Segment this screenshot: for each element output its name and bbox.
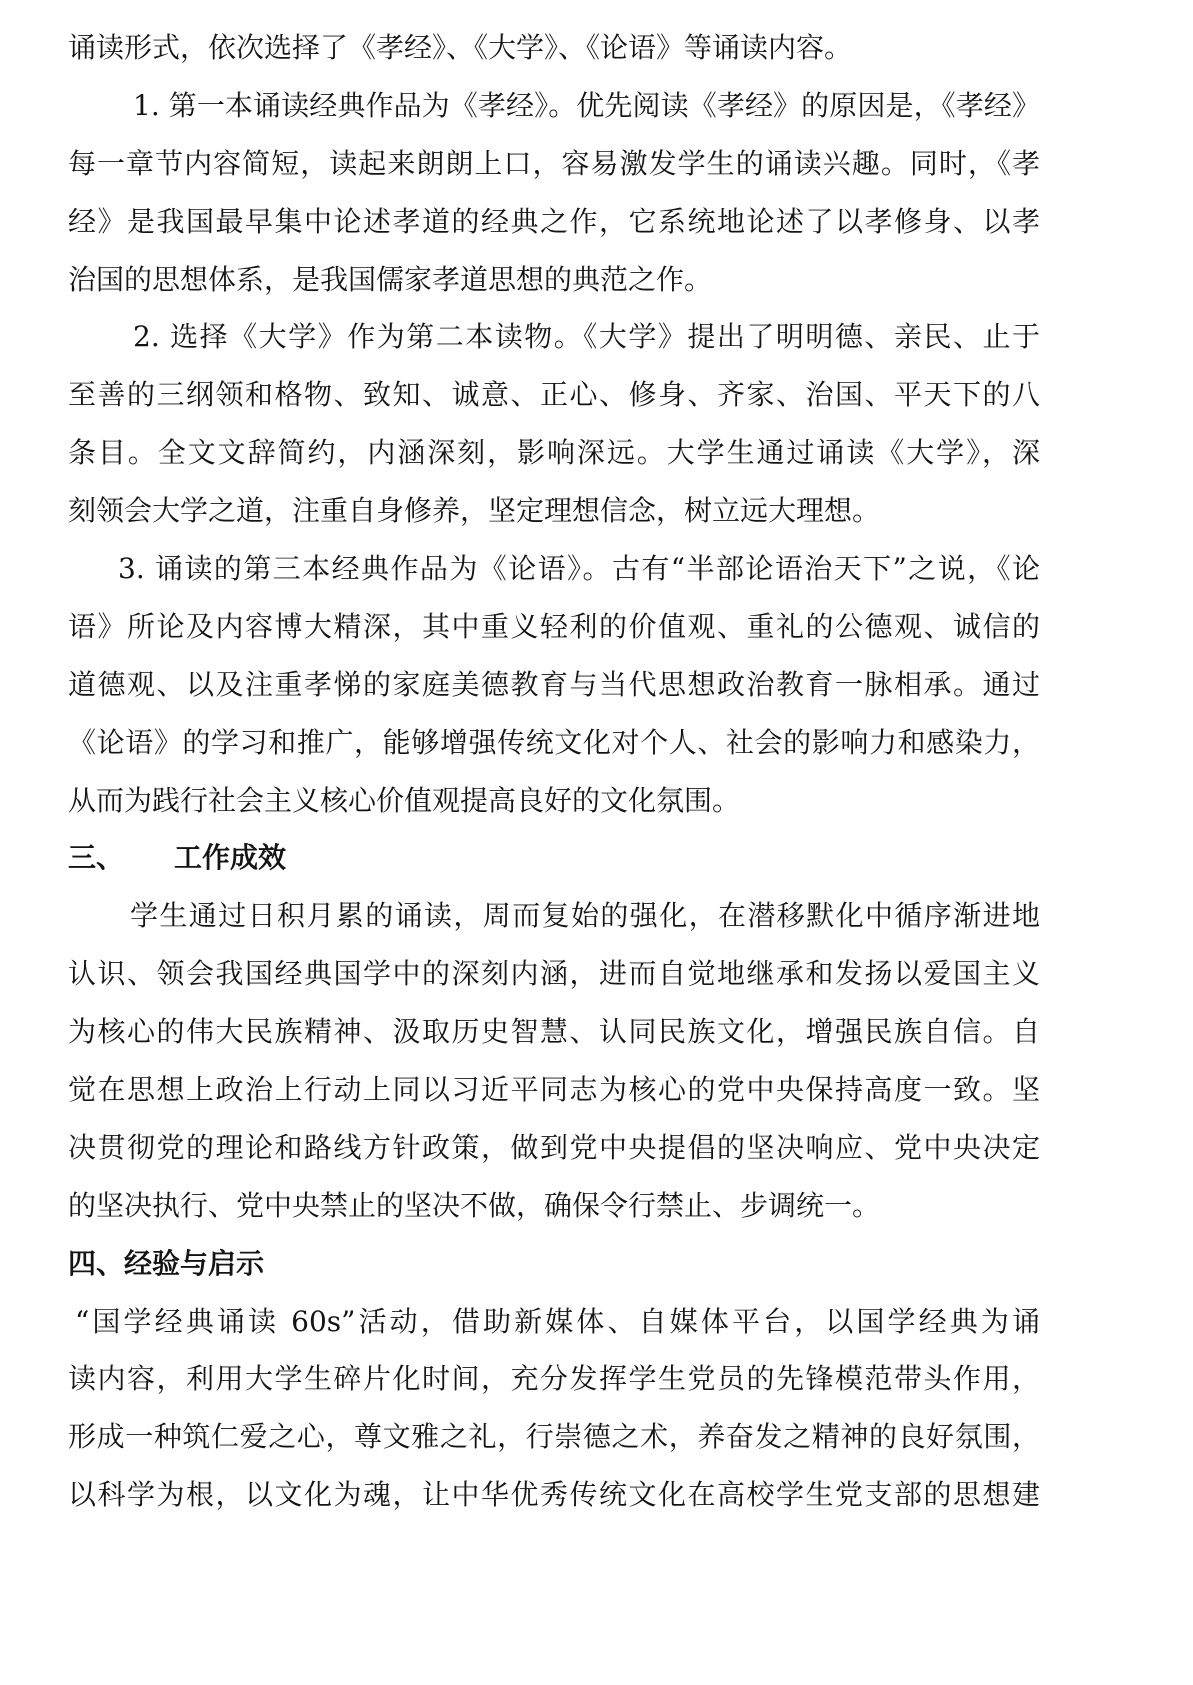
text-line: 以科学为根，以文化为魂，让中华优秀传统文化在高校学生党支部的思想建	[68, 1478, 1040, 1512]
document-body	[68, 19, 1040, 1524]
section-number: 四、	[68, 1246, 125, 1280]
text-line: 每一章节内容简短，读起来朗朗上口，容易激发学生的诵读兴趣。同时，《孝	[68, 146, 1040, 180]
text-line: 3. 诵读的第三本经典作品为《论语》。古有“半部论语治天下”之说，《论	[118, 552, 1040, 586]
list-item-3	[68, 540, 1040, 829]
text-line: 认识、领会我国经典国学中的深刻内涵，进而自觉地继承和发扬以爱国主义	[68, 957, 1040, 991]
text-line: 的坚决执行、党中央禁止的坚决不做，确保令行禁止、步调统一。	[68, 1188, 881, 1222]
text-line: 形成一种筑仁爱之心，尊文雅之礼，行崇德之术，养奋发之精神的良好氛围，	[68, 1420, 1040, 1454]
section-title: 工作成效	[174, 841, 287, 875]
paragraph-section-4	[68, 1293, 1040, 1525]
text-line: 道德观、以及注重孝悌的家庭美德教育与当代思想政治教育一脉相承。通过	[68, 667, 1040, 701]
section-number: 三、	[68, 841, 125, 875]
list-item-1	[68, 77, 1040, 309]
section-heading-4	[68, 1235, 1040, 1293]
text-line: 《论语》的学习和推广，能够增强传统文化对个人、社会的影响力和感染力，	[68, 725, 1040, 759]
text-line: 决贯彻党的理论和路线方针政策，做到党中央提倡的坚决响应、党中央决定	[68, 1130, 1040, 1164]
section-heading-3	[68, 829, 1040, 887]
text-line: 2. 选择《大学》作为第二本读物。《大学》提出了明明德、亲民、止于	[133, 320, 1040, 354]
text-line: 1. 第一本诵读经典作品为《孝经》。优先阅读《孝经》的原因是，《孝经》	[133, 88, 1040, 122]
text-line: 治国的思想体系，是我国儒家孝道思想的典范之作。	[68, 262, 713, 296]
text-line: 从而为践行社会主义核心价值观提高良好的文化氛围。	[68, 783, 741, 817]
text-line: 为核心的伟大民族精神、汲取历史智慧、认同民族文化，增强民族自信。自	[68, 1015, 1040, 1049]
text-line: 语》所论及内容博大精深，其中重义轻利的价值观、重礼的公德观、诚信的	[68, 609, 1040, 643]
text-line: 觉在思想上政治上行动上同以习近平同志为核心的党中央保持高度一致。坚	[68, 1073, 1040, 1107]
text-line: 学生通过日积月累的诵读，周而复始的强化，在潜移默化中循序渐进地	[130, 899, 1040, 933]
list-item-2	[68, 308, 1040, 540]
section-title: 经验与启示	[124, 1246, 265, 1280]
text-line: 条目。全文文辞简约，内涵深刻，影响深远。大学生通过诵读《大学》，深	[68, 436, 1040, 470]
text-line: 读内容，利用大学生碎片化时间，充分发挥学生党员的先锋模范带头作用，	[68, 1362, 1040, 1396]
paragraph-section-3	[68, 887, 1040, 1234]
text-line: “国学经典诵读 60s”活动，借助新媒体、自媒体平台，以国学经典为诵	[75, 1304, 1040, 1338]
text-line: 刻领会大学之道，注重自身修养，坚定理想信念，树立远大理想。	[68, 494, 881, 528]
text-line: 诵读形式，依次选择了《孝经》、《大学》、《论语》等诵读内容。	[68, 31, 853, 64]
text-line: 经》是我国最早集中论述孝道的经典之作，它系统地论述了以孝修身、以孝	[68, 204, 1040, 238]
text-line: 至善的三纲领和格物、致知、诚意、正心、修身、齐家、治国、平天下的八	[68, 378, 1040, 412]
paragraph-intro-tail	[68, 19, 1040, 77]
